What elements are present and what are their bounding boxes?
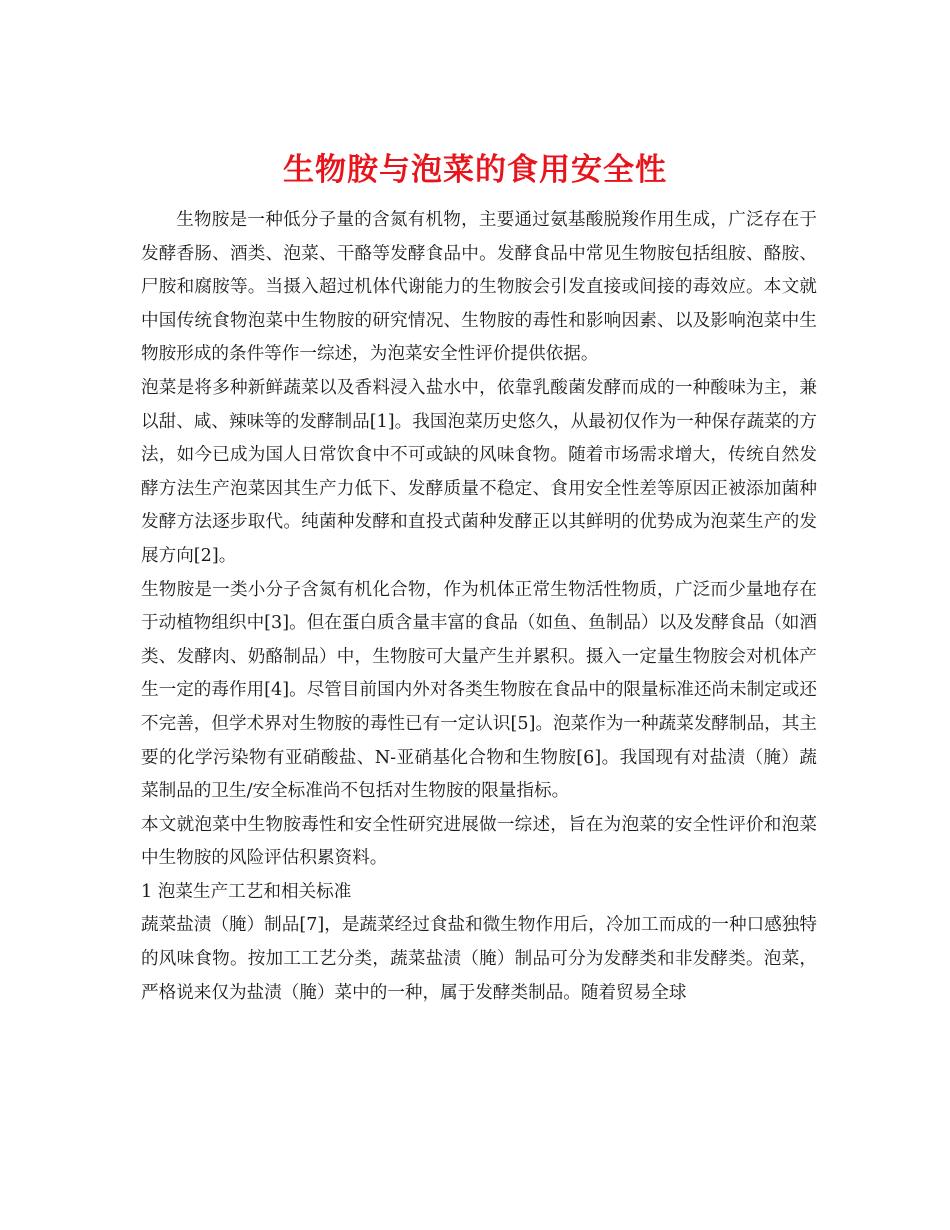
body-paragraph: 蔬菜盐渍（腌）制品[7]，是蔬菜经过食盐和微生物作用后，冷加工而成的一种口感独特的风味食物。按加工工艺分类，蔬菜盐渍（腌）制品可分为发酵类和非发酵类。泡菜，严格说来仅为盐渍（腌）菜中的一种，属于发酵类制品。随着贸易全球	[141, 915, 817, 1003]
abstract-paragraph: 生物胺是一种低分子量的含氮有机物，主要通过氨基酸脱羧作用生成，广泛存在于发酵香肠、酒类、泡菜、干酪等发酵食品中。发酵食品中常见生物胺包括组胺、酪胺、尸胺和腐胺等。当摄入超过机体代谢能力的生物胺会引发直接或间接的毒效应。本文就中国传统食物泡菜中生物胺的研究情况、生物胺的毒性和影响因素、以及影响泡菜中生物胺形成的条件等作一综述，为泡菜安全性评价提供依据。	[141, 210, 817, 365]
body-paragraph: 生物胺是一类小分子含氮有机化合物，作为机体正常生物活性物质，广泛而少量地存在于动植物组织中[3]。但在蛋白质含量丰富的食品（如鱼、鱼制品）以及发酵食品（如酒类、发酵肉、奶酪制品）中，生物胺可大量产生并累积。摄入一定量生物胺会对机体产生一定的毒作用[4]。尽管目前国内外对各类生物胺在食品中的限量标准还尚未制定或还不完善，但学术界对生物胺的毒性已有一定认识[5]。泡菜作为一种蔬菜发酵制品，其主要的化学污染物有亚硝酸盐、N-亚硝基化合物和生物胺[6]。我国现有对盐渍（腌）蔬菜制品的卫生/安全标准尚不包括对生物胺的限量指标。	[141, 579, 817, 802]
document-title: 生物胺与泡菜的食用安全性	[283, 151, 667, 188]
body-paragraph: 本文就泡菜中生物胺毒性和安全性研究进展做一综述，旨在为泡菜的安全性评价和泡菜中生物胺的风险评估积累资料。	[141, 814, 817, 869]
section-heading: 1 泡菜生产工艺和相关标准	[141, 881, 352, 902]
document-body	[141, 204, 817, 1010]
body-paragraph: 泡菜是将多种新鲜蔬菜以及香料浸入盐水中，依靠乳酸菌发酵而成的一种酸味为主，兼以甜、咸、辣味等的发酵制品[1]。我国泡菜历史悠久，从最初仅作为一种保存蔬菜的方法，如今已成为国人日常饮食中不可或缺的风味食物。随着市场需求增大，传统自然发酵方法生产泡菜因其生产力低下、发酵质量不稳定、食用安全性差等原因正被添加菌种发酵方法逐步取代。纯菌种发酵和直投式菌种发酵正以其鲜明的优势成为泡菜生产的发展方向[2]。	[141, 377, 817, 566]
